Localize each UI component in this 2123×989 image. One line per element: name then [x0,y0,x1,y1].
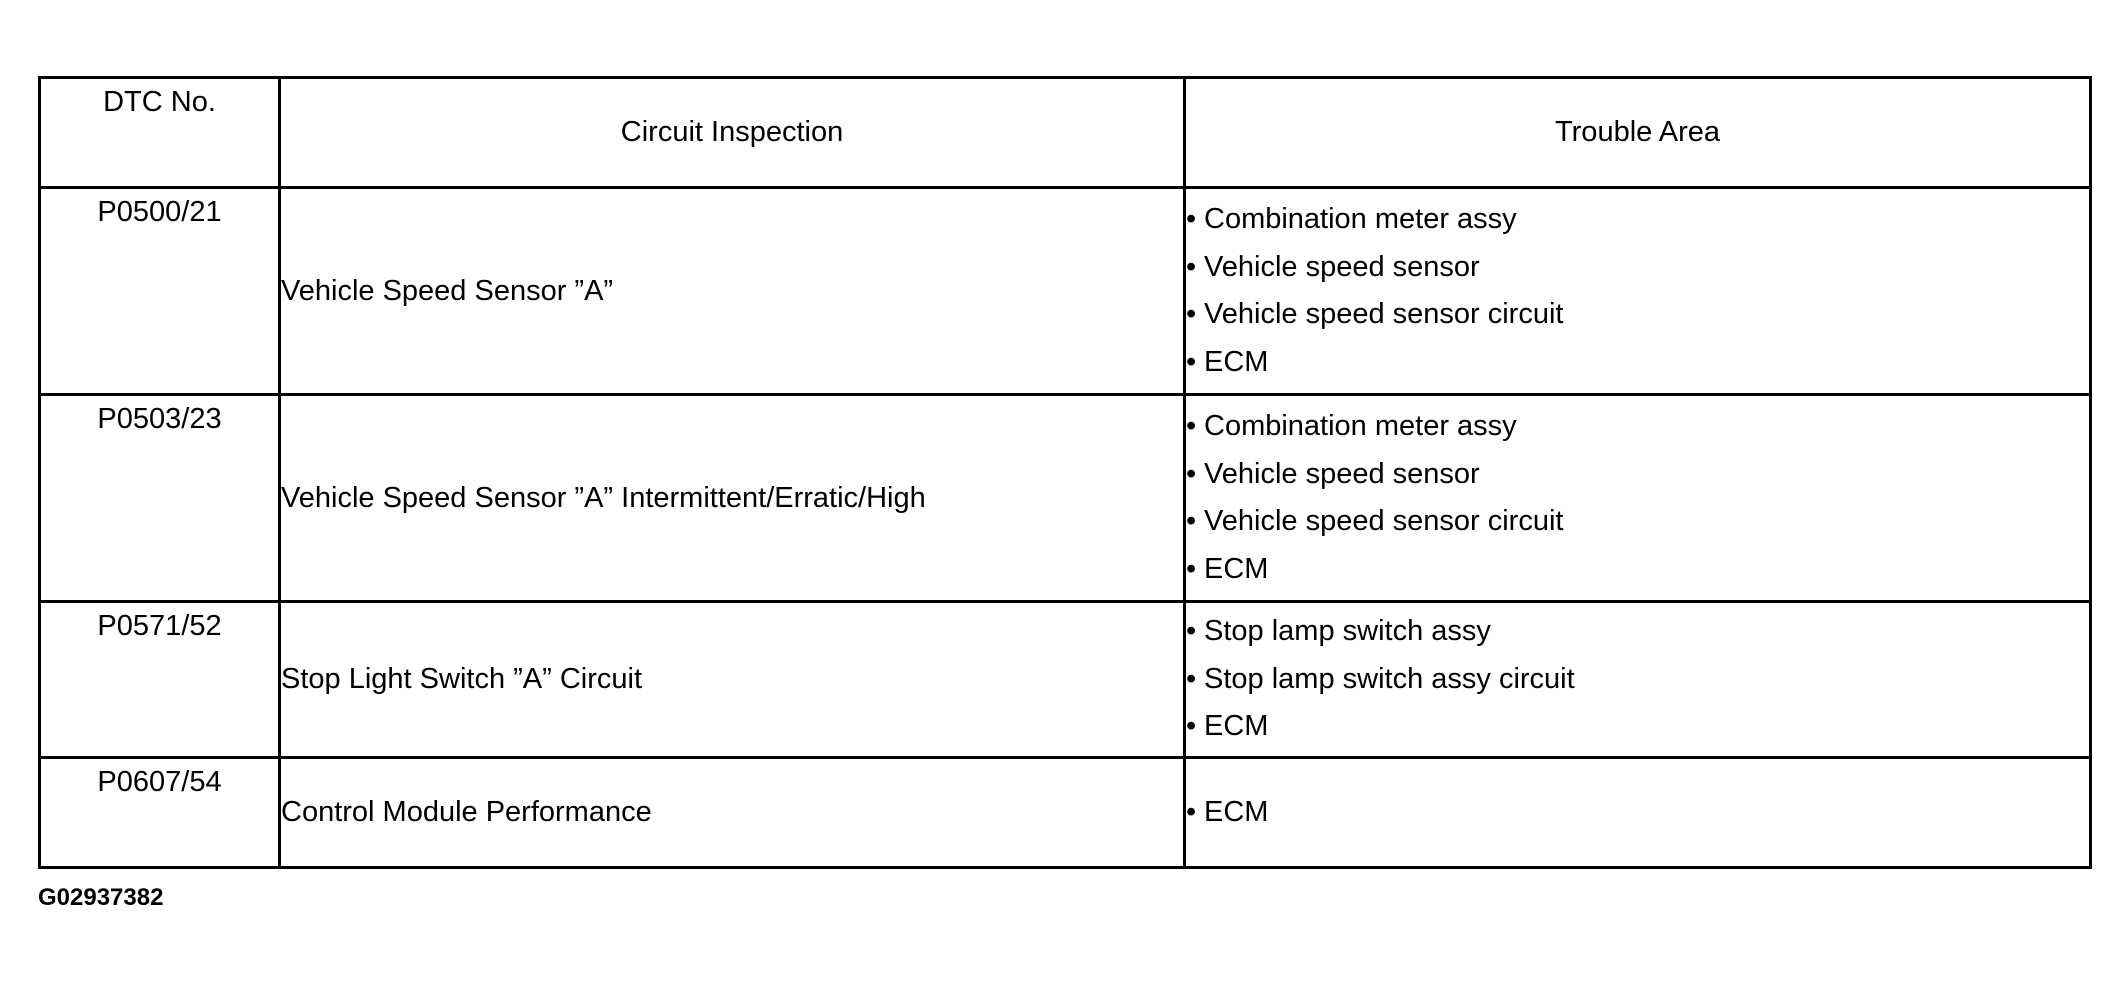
bullet: • [1186,552,1197,585]
bullet: • [1186,662,1197,695]
header-dtc-no: DTC No. [40,78,280,188]
bullet: • [1186,795,1197,828]
dtc-code: P0571/52 [40,602,280,758]
table-row [40,188,2091,395]
header-circuit-inspection: Circuit Inspection [280,78,1185,188]
trouble-area-item [1186,339,2089,387]
dtc-code: P0607/54 [40,758,280,868]
table-row [40,602,2091,758]
trouble-area-text: ECM [1204,552,1269,585]
figure-id: G02937382 [38,884,164,911]
trouble-area-text: ECM [1204,710,1269,743]
trouble-area-item [1186,703,2089,751]
trouble-area-text: Combination meter assy [1204,410,1517,442]
trouble-area-text: Vehicle speed sensor [1204,457,1480,490]
trouble-area-item [1186,789,2089,837]
table-row [40,758,2091,868]
bullet: • [1186,710,1197,743]
bullet: • [1186,250,1197,283]
trouble-area-item [1186,403,2089,451]
table-header-row [40,78,2091,188]
trouble-area-item [1186,608,2089,656]
dtc-code: P0503/23 [40,395,280,602]
trouble-area-item [1186,291,2089,339]
trouble-area-item [1186,451,2089,499]
trouble-area-item [1186,196,2089,244]
trouble-area [1185,758,2091,868]
trouble-area-item [1186,244,2089,292]
bullet: • [1186,505,1197,537]
trouble-area [1185,395,2091,602]
trouble-area-item [1186,546,2089,594]
circuit-inspection: Vehicle Speed Sensor ”A” Intermittent/Erratic/High [280,395,1185,602]
trouble-area-text: Stop lamp switch assy [1204,615,1491,648]
trouble-area-item [1186,498,2089,546]
circuit-inspection: Control Module Performance [280,758,1185,868]
trouble-area-text: Vehicle speed sensor circuit [1204,505,1564,537]
trouble-area-text: Vehicle speed sensor [1204,250,1480,283]
circuit-inspection: Stop Light Switch ”A” Circuit [280,602,1185,758]
trouble-area-text: Combination meter assy [1204,203,1517,235]
trouble-area [1185,602,2091,758]
circuit-inspection: Vehicle Speed Sensor ”A” [280,188,1185,395]
bullet: • [1186,615,1197,648]
bullet: • [1186,298,1197,330]
bullet: • [1186,203,1197,235]
trouble-area-text: ECM [1204,345,1269,378]
trouble-area-text: ECM [1204,795,1269,828]
trouble-area [1185,188,2091,395]
dtc-table [38,76,2092,869]
bullet: • [1186,457,1197,490]
bullet: • [1186,345,1197,378]
trouble-area-text: Vehicle speed sensor circuit [1204,298,1564,330]
table-row [40,395,2091,602]
bullet: • [1186,410,1197,442]
header-trouble-area: Trouble Area [1185,78,2091,188]
trouble-area-item [1186,656,2089,704]
trouble-area-text: Stop lamp switch assy circuit [1204,662,1575,695]
dtc-code: P0500/21 [40,188,280,395]
